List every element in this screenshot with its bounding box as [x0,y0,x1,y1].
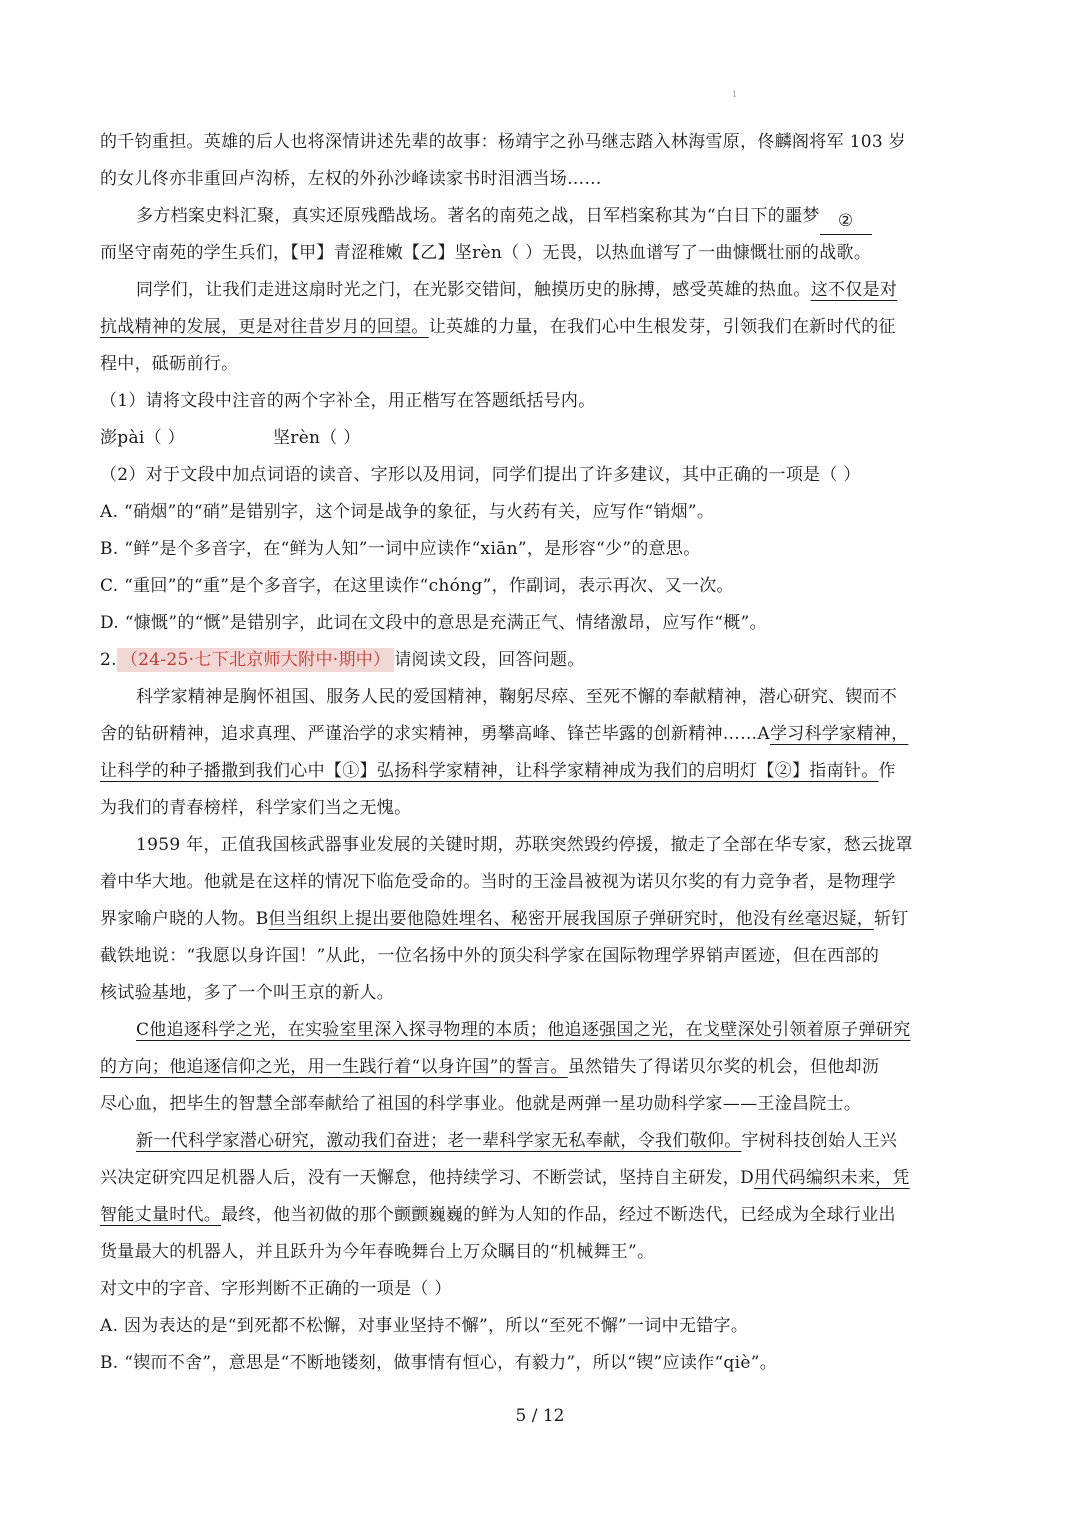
text-span: 虽然错失了得诺贝尔奖的机会，但他却沥 [567,1057,880,1077]
text-line: 核试验基地，多了一个叫王京的新人。 [100,983,395,1003]
corner-mark: 1 [732,90,738,99]
text-line [100,1123,980,1160]
text-line [100,1049,980,1086]
option-c: C. “重回”的“重”是个多音字，在这里读作“chóng”，作副词，表示再次、又一次。 [100,576,734,596]
text-span: 宇树科技创始人王兴 [741,1131,898,1151]
text-line [100,1197,980,1234]
underlined-text: 的方向；他追逐信仰之光，用一生践行着“以身许国”的誓言。 [100,1057,568,1077]
text-span: 同学们，让我们走进这扇时光之门，在光影交错间，触摸历史的脉搏，感受英雄的热血。 [136,280,811,300]
text-line: 货量最大的机器人，并且跃升为今年春晚舞台上万众瞩目的“机械舞王”。 [100,1242,655,1262]
question-prompt: （1）请将文段中注音的两个字补全，用正楷写在答题纸括号内。 [100,391,596,411]
text-span: 多方档案史料汇聚，真实还原残酷战场。著名的南苑之战，日军档案称其为“白日下的噩梦 [136,206,820,226]
text-span: 最终，他当初做的那个颤颤巍巍的鲜为人知的作品，经过不断迭代，已经成为全球行业出 [221,1205,896,1225]
text-line [100,309,980,346]
text-line: 1959 年，正值我国核武器事业发展的关键时期，苏联突然毁约停援，撤走了全部在华专家，愁云拢罩 [136,835,913,855]
text-line: 尽心血，把毕生的智慧全部奉献给了祖国的科学事业。他就是两弹一星功勋科学家——王淦昌院士。 [100,1094,862,1114]
answer-slot: 坚rèn（ ） [272,428,361,448]
page-content [100,124,980,1382]
text-line: 科学家精神是胸怀祖国、服务人民的爱国精神，鞠躬尽瘁、至死不懈的奉献精神，潜心研究、锲而不 [136,687,898,707]
text-line: 的女儿佟亦非重回卢沟桥，左权的外孙沙峰读家书时泪洒当场…… [100,169,602,189]
underlined-text: 但当组织上提出要他隐姓埋名、秘密开展我国原子弹研究时，他没有丝毫迟疑， [268,909,874,929]
text-line: 截铁地说：“我愿以身许国！”从此，一位名扬中外的顶尖科学家在国际物理学界销声匿迹，但在西部的 [100,946,880,966]
answer-blank: ② [820,208,872,235]
text-line [100,198,980,235]
text-line [100,1012,980,1049]
text-span: 斩钉 [874,909,909,929]
text-line: 着中华大地。他就是在这样的情况下临危受命的。当时的王淦昌被视为诺贝尔奖的有力竞争者，是物理学 [100,872,896,892]
underlined-text: 让科学的种子播撒到我们心中【①】弘扬科学家精神，让科学家精神成为我们的启明灯【②】指南针。 [100,761,879,781]
question-prompt: 对文中的字音、字形判断不正确的一项是（ ） [100,1279,452,1299]
question-prompt: （2）对于文段中加点词语的读音、字形以及用词，同学们提出了许多建议，其中正确的一项是（ ） [100,465,861,485]
text-line [100,753,980,790]
text-line [100,1160,980,1197]
underlined-text: 智能丈量时代。 [100,1205,222,1225]
underlined-text: 学习科学家精神， [769,724,909,744]
underlined-text: 用代码编织未来，凭 [754,1168,910,1188]
underlined-text: C他追逐科学之光，在实验室里深入探寻物理的本质；他追逐强国之光，在戈壁深处引领着原子弹研究 [136,1020,911,1040]
option-b: B. “鲜”是个多音字，在“鲜为人知”一词中应读作“xiān”，是形容“少”的意思。 [100,539,701,559]
question-number: 2. [100,650,117,670]
text-span: 舍的钻研精神，追求真理、严谨治学的求实精神，勇攀高峰、锋芒毕露的创新精神……A [100,724,770,744]
source-tag: （24-25·七下北京师大附中·期中） [117,648,395,672]
text-line: 的千钧重担。英雄的后人也将深情讲述先辈的故事：杨靖宇之孙马继志踏入林海雪原，佟麟阁将军 103 岁 [100,132,906,152]
option-d: D. “慷慨”的“慨”是错别字，此词在文段中的意思是充满正气、情绪激昂，应写作“概”。 [100,613,767,633]
text-line [100,716,980,753]
text-span: 作 [878,761,896,781]
option-b: B. “锲而不舍”，意思是“不断地镂刻，做事情有恒心，有毅力”，所以“锲”应读作“qiè”。 [100,1353,778,1373]
question-header [100,642,980,679]
option-a: A. “硝烟”的“硝”是错别字，这个词是战争的象征，与火药有关，应写作“销烟”。 [100,502,715,522]
text-span: 兴决定研究四足机器人后，没有一天懈怠，他持续学习、不断尝试，坚持自主研发，D [100,1168,755,1188]
text-line: 为我们的青春榜样，科学家们当之无愧。 [100,798,412,818]
page-number: 5 / 12 [515,1406,565,1426]
question-intro: 请阅读文段，回答问题。 [394,650,585,670]
underlined-text: 抗战精神的发展，更是对往昔岁月的回望。 [100,317,429,337]
text-line: 程中，砥砺前行。 [100,354,239,374]
underlined-text: 新一代科学家潜心研究，激动我们奋进；老一辈科学家无私奉献，令我们敬仰。 [136,1131,742,1151]
text-line: 而坚守南苑的学生兵们，【甲】青涩稚嫩【乙】坚rèn（ ）无畏，以热血谱写了一曲慷慨壮丽的战歌。 [100,243,872,263]
text-line [100,272,980,309]
option-a: A. 因为表达的是“到死都不松懈，对事业坚持不懈”，所以“至死不懈”一词中无错字。 [100,1316,749,1336]
text-line [100,901,980,938]
text-span: 让英雄的力量，在我们心中生根发芽，引领我们在新时代的征 [428,317,896,337]
text-span: 界家喻户晓的人物。B [100,909,269,929]
answer-slot: 澎pài（ ） [100,428,185,448]
underlined-text: 这不仅是对 [810,280,898,300]
answer-line [100,420,980,457]
